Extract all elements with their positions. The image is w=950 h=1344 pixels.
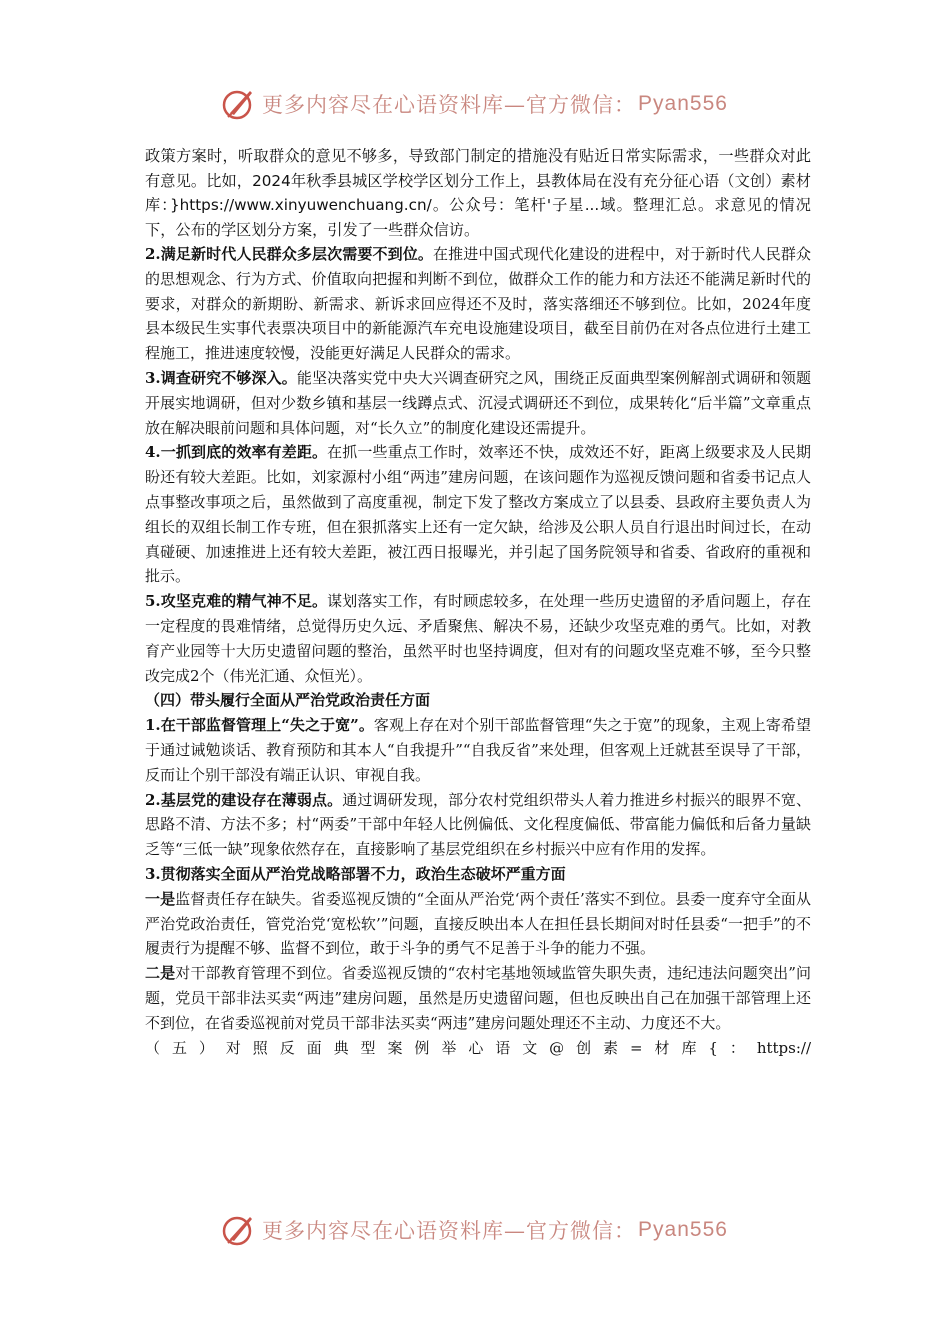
header-watermark	[0, 84, 950, 124]
paragraph-item-5	[145, 589, 811, 688]
paragraph-text: 客观上存在对个别干部监督管理“失之于宽”的现象，主观上寄希望于通过诫勉谈话、教育预防和其本人“自我提升”“自我反省”来处理，但客观上迁就甚至误导了干部，反而让个别干部没有端正认识、审视自我。	[145, 716, 811, 784]
paragraph-text: 监督责任存在缺失。省委巡视反馈的“全面从严治党‘两个责任’落实不到位。县委一度弃守全面从严治党政治责任，管党治党‘宽松软’”问题，直接反映出本人在担任县长期间对时任县委“一把手”的不履责行为提醒不够、监督不到位，敢于斗争的勇气不足善于斗争的能力不强。	[145, 889, 811, 958]
watermark-handle: Pyan556	[638, 1218, 728, 1241]
footer-watermark	[0, 1210, 950, 1250]
watermark-text: 更多内容尽在心语资料库—官方微信：	[262, 1219, 637, 1243]
paragraph-lead: 3.调查研究不够深入。	[145, 368, 297, 387]
paragraph-item-supervision	[145, 713, 811, 787]
paragraph-lead: 2.基层党的建设存在薄弱点。	[145, 790, 343, 809]
paragraph-item-3	[145, 366, 811, 440]
paragraph-lead: 5.攻坚克难的精气神不足。	[145, 592, 328, 611]
paragraph-item-2	[145, 242, 811, 366]
paragraph-lead: 4.一抓到底的效率有差距。	[145, 443, 328, 462]
paragraph-lead: 1.在干部监督管理上“失之于宽”。	[145, 716, 374, 735]
watermark-text: 更多内容尽在心语资料库—官方微信：	[262, 93, 637, 117]
document-body	[145, 144, 811, 1060]
paragraph-intro	[145, 144, 811, 242]
quill-logo-icon	[222, 1213, 256, 1247]
section-heading-4	[145, 688, 811, 713]
subsection-heading	[145, 862, 811, 887]
paragraph-lead: 2.满足新时代人民群众多层次需要不到位。	[145, 245, 434, 263]
section-heading-text: （四）带头履行全面从严治党政治责任方面	[145, 691, 431, 710]
paragraph-text: 在抓一些重点工作时，效率还不快，成效还不好，距离上级要求及人民期盼还有较大差距。比如，刘家源村小组“两违”建房问题，在该问题作为巡视反馈问题和省委书记点人点事整改事项之后，虽然做到了高度重视，制定下发了整改方案成立了以县委、县政府主要负责人为组长的双组长制工作专班，但在狠抓落实上还有一定欠缺，给涉及公职人员自行退出时间过长，在动真碰硬、加速推进上还有较大差距，被江西日报曝光，并引起了国务院领导和省委、省政府的重视和批示。	[145, 443, 811, 586]
watermark-handle: Pyan556	[638, 92, 728, 115]
paragraph-text: 对干部教育管理不到位。省委巡视反馈的“农村宅基地领域监管失职失责，违纪违法问题突出”问题，党员干部非法买卖“两违”建房问题，虽然是历史遗留问题，但也反映出自己在加强干部管理上还不到位，在省委巡视前对党员干部非法买卖“两违”建房问题处理还不主动、力度还不大。	[145, 964, 811, 1032]
paragraph-text: 在推进中国式现代化建设的进程中，对于新时代人民群众的思想观念、行为方式、价值取向把握和判断不到位，做群众工作的能力和方法还不能满足新时代的要求，对群众的新期盼、新需求、新诉求回应得还不及时，落实落细还不够到位。比如，2024年度县本级民生实事代表票决项目中的新能源汽车充电设施建设项目，截至目前仍在对各点位进行土建工程施工，推进速度较慢，没能更好满足人民群众的需求。	[145, 245, 811, 363]
paragraph-point-two	[145, 961, 811, 1035]
paragraph-lead: 一是	[145, 889, 176, 908]
paragraph-text: 政策方案时，听取群众的意见不够多，导致部门制定的措施没有贴近日常实际需求，一些群众对此有意见。比如，2024年秋季县城区学校学区划分工作上，县教体局在没有充分征心语（文创）素材库：}https://www.xinyuwenchuang.cn/。公众号：笔杆'子星...域。整理汇总。求意见的情况下，公布的学区划分方案，引发了一些群众信访。	[145, 147, 811, 239]
section-heading-5	[145, 1036, 811, 1061]
paragraph-item-grassroots	[145, 788, 811, 862]
subsection-heading-text: 3.贯彻落实全面从严治党战略部署不力，政治生态破坏严重方面	[145, 864, 566, 883]
quill-logo-icon	[222, 87, 256, 121]
section-heading-text: （五）对照反面典型案例举心语文@创素=材库{：https://	[145, 1038, 811, 1057]
paragraph-text: 谋划落实工作，有时顾虑较多，在处理一些历史遗留的矛盾问题上，存在一定程度的畏难情绪，总觉得历史久远、矛盾聚焦、解决不易，还缺少攻坚克难的勇气。比如，对教育产业园等十大历史遗留问题的整治，虽然平时也坚持调度，但对有的问题攻坚克难不够，至今只整改完成2个（伟光汇通、众恒光）。	[145, 592, 811, 685]
paragraph-lead: 二是	[145, 964, 176, 983]
paragraph-text: 能坚决落实党中央大兴调查研究之风，围绕正反面典型案例解剖式调研和领题开展实地调研，但对少数乡镇和基层一线蹲点式、沉浸式调研还不到位，成果转化“后半篇”文章重点放在解决眼前问题和具体问题，对“长久立”的制度化建设还需提升。	[145, 368, 811, 437]
paragraph-point-one	[145, 887, 811, 961]
paragraph-text: 通过调研发现，部分农村党组织带头人着力推进乡村振兴的眼界不宽、思路不清、方法不多；村“两委”干部中年轻人比例偏低、文化程度偏低、带富能力偏低和后备力量缺乏等“三低一缺”现象依然存在，直接影响了基层党组织在乡村振兴中应有作用的发挥。	[145, 790, 811, 859]
paragraph-item-4	[145, 440, 811, 589]
